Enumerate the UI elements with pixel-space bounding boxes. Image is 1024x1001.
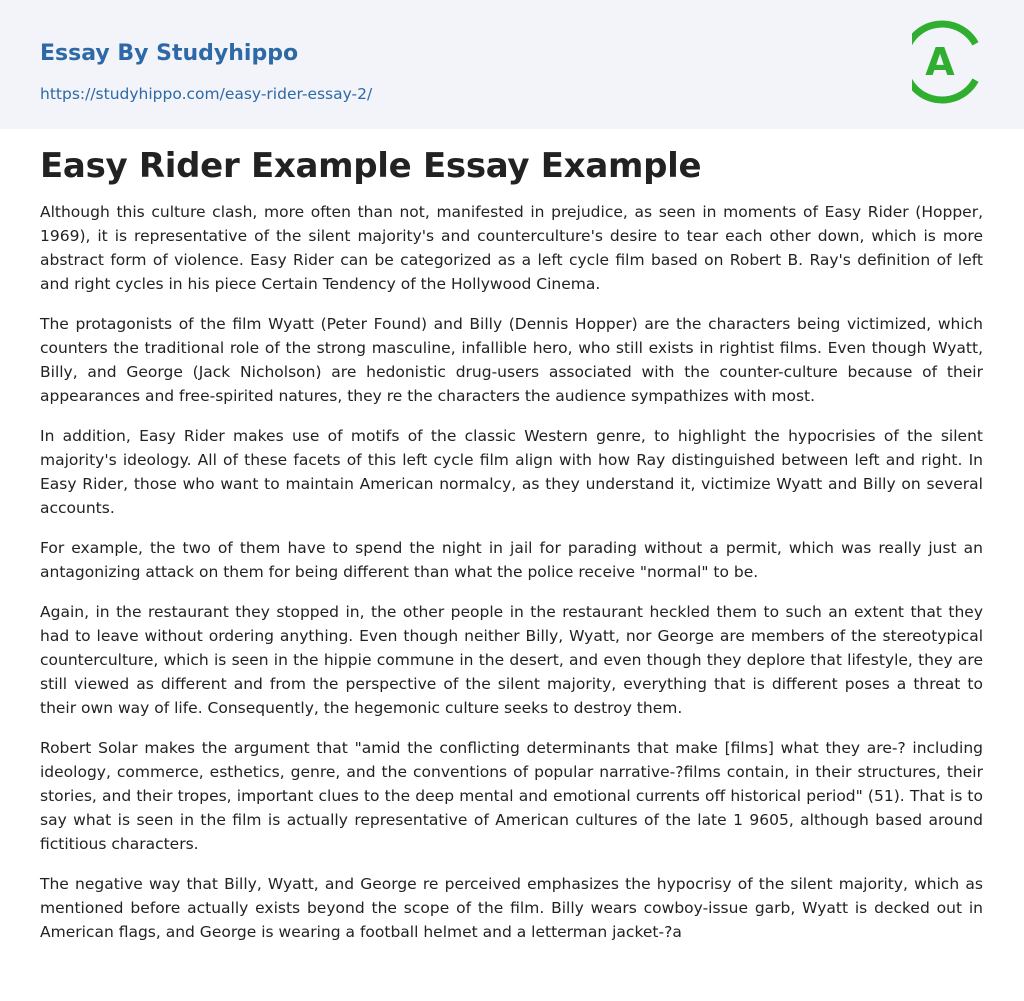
page-title: Easy Rider Example Essay Example — [40, 146, 702, 186]
logo-letter: A — [925, 40, 955, 84]
essay-paragraph: Although this culture clash, more often than not, manifested in prejudice, as seen in moments of Easy Rider (Hopper, 1969), it is representative of the silent majority's and counterculture's desire to tear each other down, which is more abstract form of violence. Easy Rider can be categorized as a left cycle film based on Robert B. Ray's definition of left and right cycles in his piece Certain Tendency of the Hollywood Cinema. — [40, 203, 983, 293]
essay-paragraph: Again, in the restaurant they stopped in, the other people in the restaurant heckled them to such an extent that they had to leave without ordering anything. Even though neither Billy, Wyatt, nor George are members of the stereotypical counterculture, which is seen in the hippie commune in the desert, and even though they deplore that lifestyle, they are still viewed as different and from the perspective of the silent majority, everything that is different poses a threat to their own way of life. Consequently, the hegemonic culture seeks to destroy them. — [40, 603, 983, 717]
essay-paragraph: The negative way that Billy, Wyatt, and George re perceived emphasizes the hypocrisy of the silent majority, which as mentioned before actually exists beyond the scope of the film. Billy wears cowboy-issue garb, Wyatt is decked out in American flags, and George is wearing a football helmet and a letterman jacket-?a — [40, 875, 983, 941]
site-title[interactable]: Essay By Studyhippo — [40, 41, 299, 66]
essay-body — [40, 200, 983, 960]
essay-url-link[interactable]: https://studyhippo.com/easy-rider-essay-2/ — [40, 85, 373, 103]
essay-paragraph: For example, the two of them have to spend the night in jail for parading without a permit, which was really just an antagonizing attack on them for being different than what the police receive "normal" to be. — [40, 539, 983, 581]
site-header — [0, 0, 1024, 129]
essay-paragraph: Robert Solar makes the argument that "amid the conflicting determinants that make [films] what they are-? including ideology, commerce, esthetics, genre, and the conventions of popular narrative-?films contain, in their structures, their stories, and their tropes, important clues to the deep mental and emotional currents off historical period" (51). That is to say what is seen in the film is actually representative of American cultures of the late 1 9605, although based around fictitious characters. — [40, 739, 983, 853]
essay-paragraph: In addition, Easy Rider makes use of motifs of the classic Western genre, to highlight the hypocrisies of the silent majority's ideology. All of these facets of this left cycle film align with how Ray distinguished between left and right. In Easy Rider, those who want to maintain American normalcy, as they understand it, victimize Wyatt and Billy on several accounts. — [40, 427, 983, 517]
studyhippo-logo-icon[interactable] — [912, 19, 986, 105]
essay-paragraph: The protagonists of the film Wyatt (Peter Found) and Billy (Dennis Hopper) are the characters being victimized, which counters the traditional role of the strong masculine, infallible hero, who still exists in rightist films. Even though Wyatt, Billy, and George (Jack Nicholson) are hedonistic drug-users associated with the counter-culture because of their appearances and free-spirited natures, they re the characters the audience sympathizes with most. — [40, 315, 983, 405]
